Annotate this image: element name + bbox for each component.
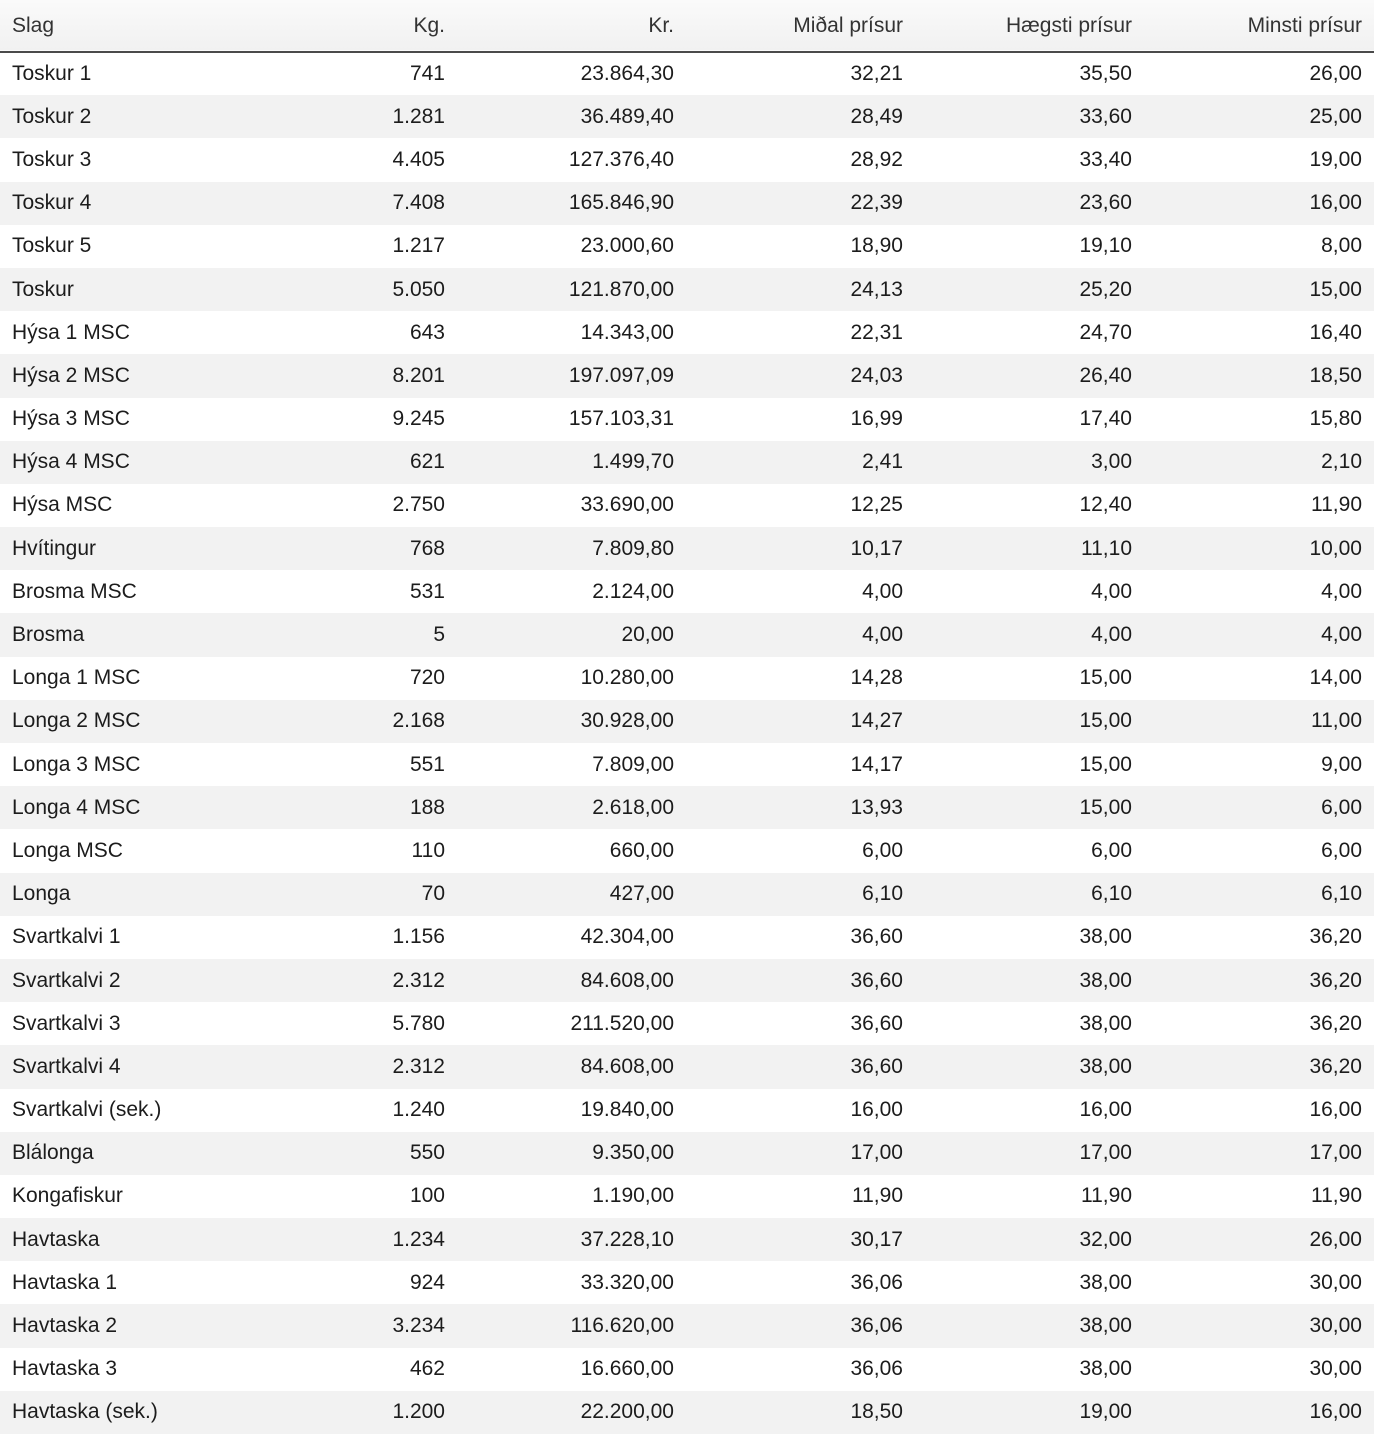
- cell-average-price: 28,49: [850, 104, 903, 128]
- cell-highest-price: 23,60: [1079, 191, 1132, 215]
- cell-slag: Hýsa 1 MSC: [12, 320, 130, 344]
- cell-slag: Svartkalvi 4: [12, 1054, 121, 1078]
- cell-slag: Hýsa 4 MSC: [12, 450, 130, 474]
- cell-highest-price: 11,90: [1081, 1184, 1132, 1208]
- cell-highest-price: 4,00: [1091, 623, 1132, 647]
- cell-lowest-price: 8,00: [1321, 234, 1362, 258]
- cell-highest-price: 17,40: [1079, 407, 1132, 431]
- cell-kg: 5: [433, 623, 445, 647]
- cell-kg: 643: [409, 320, 445, 344]
- cell-highest-price: 26,40: [1079, 363, 1132, 387]
- cell-highest-price: 38,00: [1079, 1270, 1132, 1294]
- cell-slag: Longa: [12, 882, 71, 906]
- cell-kr: 197.097,09: [568, 363, 674, 387]
- cell-kg: 531: [409, 579, 445, 603]
- cell-kr: 22.200,00: [580, 1400, 674, 1424]
- cell-average-price: 14,28: [850, 666, 903, 690]
- cell-kr: 660,00: [609, 838, 674, 862]
- cell-lowest-price: 4,00: [1321, 623, 1362, 647]
- cell-kg: 2.312: [392, 968, 445, 992]
- cell-average-price: 28,92: [850, 147, 903, 171]
- cell-kg: 621: [409, 450, 445, 474]
- cell-highest-price: 15,00: [1079, 666, 1132, 690]
- column-header-average-price[interactable]: Miðal prísur: [793, 13, 903, 37]
- cell-slag: Havtaska (sek.): [12, 1400, 158, 1424]
- cell-slag: Svartkalvi 3: [12, 1011, 121, 1035]
- cell-average-price: 10,17: [850, 536, 903, 560]
- cell-average-price: 36,60: [850, 968, 903, 992]
- table-row: [0, 1045, 1374, 1088]
- table-body: [0, 52, 1374, 1434]
- cell-lowest-price: 11,90: [1311, 1184, 1362, 1208]
- cell-average-price: 12,25: [850, 493, 903, 517]
- cell-slag: Longa 4 MSC: [12, 795, 141, 819]
- table-row: [0, 1132, 1374, 1175]
- cell-highest-price: 38,00: [1079, 1357, 1132, 1381]
- cell-kr: 116.620,00: [570, 1314, 674, 1338]
- cell-lowest-price: 6,10: [1321, 882, 1362, 906]
- table-row: [0, 1348, 1374, 1391]
- cell-average-price: 18,90: [850, 234, 903, 258]
- cell-kg: 1.281: [392, 104, 445, 128]
- cell-kr: 19.840,00: [580, 1098, 674, 1122]
- cell-kg: 9.245: [392, 407, 445, 431]
- cell-average-price: 16,99: [850, 407, 903, 431]
- table-row: [0, 873, 1374, 916]
- table-header: [0, 0, 1374, 52]
- cell-kg: 188: [409, 795, 445, 819]
- cell-slag: Toskur 4: [12, 191, 92, 215]
- table-row: [0, 484, 1374, 527]
- cell-lowest-price: 19,00: [1309, 147, 1362, 171]
- cell-highest-price: 35,50: [1079, 62, 1132, 86]
- cell-average-price: 6,00: [862, 838, 903, 862]
- cell-kr: 1.190,00: [592, 1184, 674, 1208]
- cell-kr: 23.864,30: [580, 62, 674, 86]
- cell-kg: 100: [409, 1184, 445, 1208]
- cell-average-price: 14,27: [850, 709, 903, 733]
- cell-kr: 157.103,31: [568, 407, 674, 431]
- cell-lowest-price: 16,00: [1309, 1400, 1362, 1424]
- cell-highest-price: 33,60: [1079, 104, 1132, 128]
- cell-slag: Svartkalvi (sek.): [12, 1098, 162, 1122]
- cell-kr: 165.846,90: [568, 191, 674, 215]
- cell-kr: 36.489,40: [580, 104, 674, 128]
- cell-highest-price: 6,00: [1091, 838, 1132, 862]
- cell-average-price: 36,06: [850, 1357, 903, 1381]
- cell-highest-price: 38,00: [1079, 1054, 1132, 1078]
- cell-slag: Havtaska: [12, 1227, 100, 1251]
- cell-slag: Brosma MSC: [12, 579, 137, 603]
- cell-kr: 10.280,00: [580, 666, 674, 690]
- table-row: [0, 959, 1374, 1002]
- table-row: [0, 1218, 1374, 1261]
- cell-lowest-price: 36,20: [1309, 1054, 1362, 1078]
- cell-slag: Svartkalvi 2: [12, 968, 121, 992]
- cell-slag: Havtaska 2: [12, 1314, 118, 1338]
- cell-highest-price: 16,00: [1079, 1098, 1132, 1122]
- cell-kg: 8.201: [392, 363, 445, 387]
- cell-lowest-price: 6,00: [1321, 795, 1362, 819]
- cell-kr: 84.608,00: [580, 968, 674, 992]
- cell-lowest-price: 10,00: [1309, 536, 1362, 560]
- cell-average-price: 4,00: [862, 623, 903, 647]
- cell-average-price: 36,60: [850, 1011, 903, 1035]
- cell-highest-price: 12,40: [1079, 493, 1132, 517]
- cell-kr: 2.618,00: [592, 795, 674, 819]
- cell-lowest-price: 6,00: [1321, 838, 1362, 862]
- cell-kr: 37.228,10: [580, 1227, 674, 1251]
- table-row: [0, 1261, 1374, 1304]
- table-row: [0, 95, 1374, 138]
- cell-kr: 127.376,40: [568, 147, 674, 171]
- cell-kg: 110: [411, 838, 445, 862]
- cell-slag: Kongafiskur: [12, 1184, 123, 1208]
- cell-kr: 1.499,70: [592, 450, 674, 474]
- cell-kg: 1.156: [392, 925, 445, 949]
- cell-lowest-price: 16,00: [1309, 1098, 1362, 1122]
- cell-lowest-price: 15,00: [1309, 277, 1362, 301]
- cell-lowest-price: 17,00: [1309, 1141, 1362, 1165]
- cell-lowest-price: 36,20: [1309, 968, 1362, 992]
- cell-lowest-price: 11,90: [1311, 493, 1362, 517]
- cell-kg: 70: [421, 882, 445, 906]
- cell-kg: 1.217: [392, 234, 445, 258]
- cell-lowest-price: 18,50: [1309, 363, 1362, 387]
- cell-slag: Toskur: [12, 277, 74, 301]
- cell-kr: 121.870,00: [568, 277, 674, 301]
- cell-lowest-price: 15,80: [1309, 407, 1362, 431]
- cell-kg: 3.234: [392, 1314, 445, 1338]
- cell-lowest-price: 30,00: [1309, 1357, 1362, 1381]
- cell-average-price: 24,13: [850, 277, 903, 301]
- cell-kr: 2.124,00: [592, 579, 674, 603]
- cell-kg: 4.405: [392, 147, 445, 171]
- cell-highest-price: 15,00: [1079, 795, 1132, 819]
- table-row: [0, 657, 1374, 700]
- cell-average-price: 14,17: [850, 752, 903, 776]
- cell-highest-price: 38,00: [1079, 1011, 1132, 1035]
- cell-slag: Hýsa 3 MSC: [12, 407, 130, 431]
- cell-lowest-price: 14,00: [1309, 666, 1362, 690]
- cell-lowest-price: 16,00: [1309, 191, 1362, 215]
- cell-kr: 30.928,00: [580, 709, 674, 733]
- table-row: [0, 527, 1374, 570]
- column-header-slag[interactable]: Slag: [12, 13, 55, 37]
- cell-slag: Hýsa 2 MSC: [12, 363, 130, 387]
- cell-highest-price: 38,00: [1079, 1314, 1132, 1338]
- table-row: [0, 268, 1374, 311]
- cell-kg: 720: [409, 666, 445, 690]
- cell-kg: 1.234: [392, 1227, 445, 1251]
- cell-average-price: 16,00: [850, 1098, 903, 1122]
- cell-slag: Svartkalvi 1: [12, 925, 121, 949]
- cell-kg: 2.750: [392, 493, 445, 517]
- cell-lowest-price: 30,00: [1309, 1270, 1362, 1294]
- cell-average-price: 24,03: [850, 363, 903, 387]
- cell-lowest-price: 16,40: [1309, 320, 1362, 344]
- cell-average-price: 36,60: [850, 1054, 903, 1078]
- cell-highest-price: 24,70: [1079, 320, 1132, 344]
- table-row: [0, 743, 1374, 786]
- cell-highest-price: 15,00: [1079, 752, 1132, 776]
- cell-slag: Longa 2 MSC: [12, 709, 141, 733]
- table-row: [0, 1391, 1374, 1434]
- cell-highest-price: 33,40: [1079, 147, 1132, 171]
- cell-kr: 84.608,00: [580, 1054, 674, 1078]
- cell-average-price: 30,17: [850, 1227, 903, 1251]
- cell-highest-price: 19,00: [1079, 1400, 1132, 1424]
- cell-average-price: 6,10: [862, 882, 903, 906]
- cell-slag: Havtaska 1: [12, 1270, 118, 1294]
- cell-lowest-price: 9,00: [1321, 752, 1362, 776]
- cell-kr: 211.520,00: [570, 1011, 674, 1035]
- table-row: [0, 182, 1374, 225]
- cell-average-price: 36,60: [850, 925, 903, 949]
- cell-kg: 550: [409, 1141, 445, 1165]
- cell-highest-price: 4,00: [1091, 579, 1132, 603]
- cell-highest-price: 19,10: [1079, 234, 1132, 258]
- cell-slag: Toskur 2: [12, 104, 92, 128]
- cell-slag: Brosma: [12, 623, 85, 647]
- cell-average-price: 22,31: [850, 320, 903, 344]
- column-header-kg[interactable]: Kg.: [413, 13, 445, 37]
- table-row: [0, 786, 1374, 829]
- cell-kg: 1.200: [392, 1400, 445, 1424]
- cell-highest-price: 3,00: [1091, 450, 1132, 474]
- cell-lowest-price: 26,00: [1309, 62, 1362, 86]
- cell-average-price: 2,41: [862, 450, 903, 474]
- header-row: [0, 0, 1374, 52]
- cell-slag: Longa 3 MSC: [12, 752, 141, 776]
- column-header-highest-price[interactable]: Hægsti prísur: [1005, 13, 1132, 37]
- cell-lowest-price: 11,00: [1311, 709, 1362, 733]
- cell-lowest-price: 2,10: [1321, 450, 1362, 474]
- table-row: [0, 1304, 1374, 1347]
- cell-kg: 551: [409, 752, 445, 776]
- cell-highest-price: 11,10: [1081, 536, 1132, 560]
- cell-average-price: 32,21: [850, 62, 903, 86]
- table-row: [0, 398, 1374, 441]
- cell-kg: 924: [409, 1270, 445, 1294]
- cell-slag: Toskur 5: [12, 234, 92, 258]
- cell-kr: 7.809,00: [592, 752, 674, 776]
- cell-average-price: 36,06: [850, 1270, 903, 1294]
- cell-highest-price: 32,00: [1079, 1227, 1132, 1251]
- cell-lowest-price: 4,00: [1321, 579, 1362, 603]
- cell-highest-price: 25,20: [1079, 277, 1132, 301]
- cell-kr: 7.809,80: [592, 536, 674, 560]
- cell-highest-price: 17,00: [1079, 1141, 1132, 1165]
- table-row: [0, 829, 1374, 872]
- cell-average-price: 13,93: [850, 795, 903, 819]
- cell-lowest-price: 26,00: [1309, 1227, 1362, 1251]
- column-header-kr[interactable]: Kr.: [648, 13, 674, 37]
- cell-highest-price: 6,10: [1091, 882, 1132, 906]
- cell-slag: Havtaska 3: [12, 1357, 118, 1381]
- cell-kr: 9.350,00: [592, 1141, 674, 1165]
- cell-kr: 14.343,00: [580, 320, 674, 344]
- column-header-lowest-price[interactable]: Minsti prísur: [1247, 13, 1362, 37]
- cell-average-price: 36,06: [850, 1314, 903, 1338]
- cell-kr: 23.000,60: [580, 234, 674, 258]
- cell-average-price: 17,00: [850, 1141, 903, 1165]
- cell-kg: 5.050: [392, 277, 445, 301]
- table-row: [0, 354, 1374, 397]
- cell-kr: 427,00: [609, 882, 674, 906]
- cell-kr: 33.690,00: [580, 493, 674, 517]
- cell-highest-price: 38,00: [1079, 968, 1132, 992]
- cell-slag: Longa MSC: [12, 838, 123, 862]
- cell-slag: Toskur 1: [12, 62, 92, 86]
- cell-slag: Blálonga: [12, 1141, 94, 1165]
- cell-lowest-price: 36,20: [1309, 1011, 1362, 1035]
- cell-kg: 7.408: [392, 191, 445, 215]
- cell-average-price: 4,00: [862, 579, 903, 603]
- cell-slag: Hýsa MSC: [12, 493, 113, 517]
- cell-kr: 42.304,00: [580, 925, 674, 949]
- cell-slag: Hvítingur: [12, 536, 97, 560]
- cell-kg: 2.312: [392, 1054, 445, 1078]
- cell-slag: Longa 1 MSC: [12, 666, 141, 690]
- table-row: [0, 613, 1374, 656]
- cell-kg: 2.168: [392, 709, 445, 733]
- cell-slag: Toskur 3: [12, 147, 92, 171]
- cell-kg: 462: [409, 1357, 445, 1381]
- table-row: [0, 916, 1374, 959]
- cell-kr: 33.320,00: [580, 1270, 674, 1294]
- cell-average-price: 18,50: [850, 1400, 903, 1424]
- cell-kg: 741: [409, 62, 445, 86]
- table-row: [0, 1175, 1374, 1218]
- table-row: [0, 1089, 1374, 1132]
- cell-kr: 16.660,00: [580, 1357, 674, 1381]
- cell-kg: 5.780: [392, 1011, 445, 1035]
- cell-lowest-price: 30,00: [1309, 1314, 1362, 1338]
- table-row: [0, 52, 1374, 95]
- cell-highest-price: 15,00: [1079, 709, 1132, 733]
- cell-lowest-price: 36,20: [1309, 925, 1362, 949]
- table-row: [0, 700, 1374, 743]
- cell-lowest-price: 25,00: [1309, 104, 1362, 128]
- table-row: [0, 1002, 1374, 1045]
- cell-average-price: 22,39: [850, 191, 903, 215]
- table-row: [0, 441, 1374, 484]
- table-row: [0, 570, 1374, 613]
- table-row: [0, 311, 1374, 354]
- table-row: [0, 225, 1374, 268]
- cell-kg: 1.240: [392, 1098, 445, 1122]
- cell-kr: 20,00: [621, 623, 674, 647]
- cell-kg: 768: [409, 536, 445, 560]
- cell-highest-price: 38,00: [1079, 925, 1132, 949]
- table-row: [0, 138, 1374, 181]
- cell-average-price: 11,90: [852, 1184, 903, 1208]
